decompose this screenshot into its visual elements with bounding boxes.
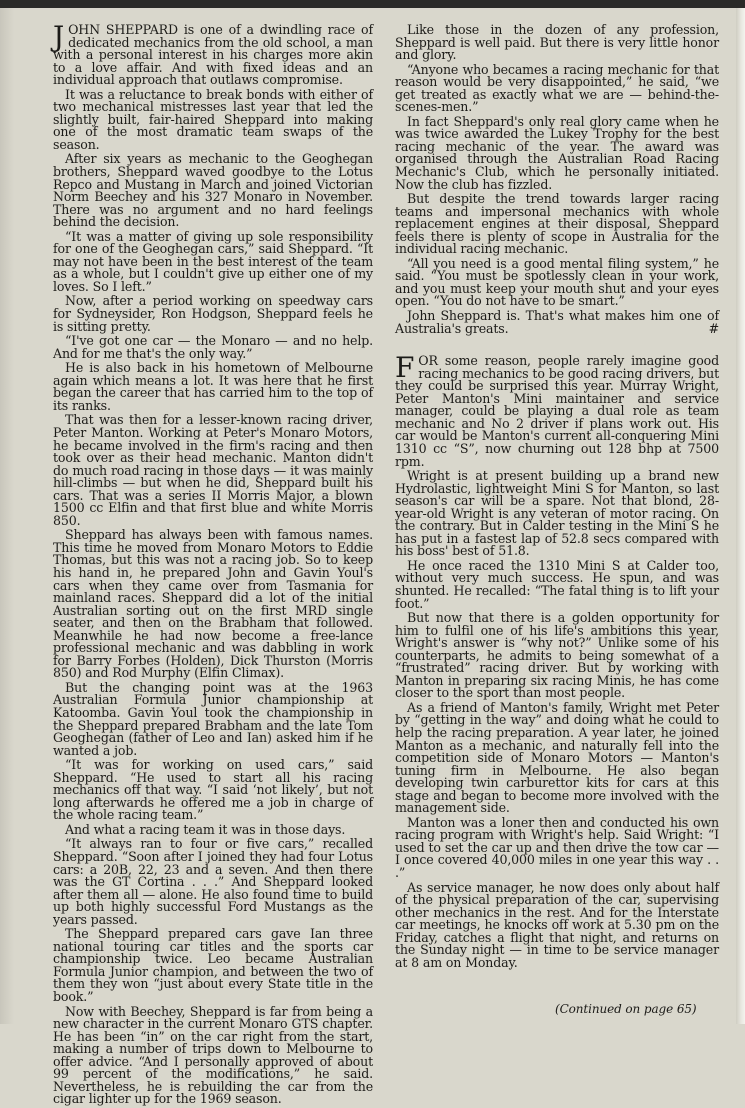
article1-closing: John Sheppard is. That's what makes him one of Australia's greats. #: [395, 308, 719, 336]
article1-paragraph-16: Like those in the dozen of any profession, Sheppard is well paid. But there is very little honor and glory.: [395, 22, 719, 63]
article2-dropcap: F: [395, 351, 415, 385]
article1-paragraph-9: Sheppard has always been with famous names. This time he moved from Monaro Motors to Eddie Thomas, but this was not a racing job. So to keep his hand in, he prepared John and Gavin Youl's cars when they came over from Tasmania for mainland races. Sheppard did a lot of the initial Australian sorting out on the first MRD single seater, and then on the Brabham that followed. Meanwhile he had now become a free-lance professional mechanic and was dabbling in work for Barry Forbes (Holden), Dick Thurston (Morris 850) and Rod Murphy (Elfin Climax).: [53, 527, 373, 681]
article1-paragraph-18: In fact Sheppard's only real glory came when he was twice awarded the Lukey Trophy for the best racing mechanic of the year. The award was organised through the Australian Road Racing Mechanic's Club, which he personally initiated. Now the club has fizzled.: [395, 113, 719, 192]
article1-paragraph-17: “Anyone who becames a racing mechanic for that reason would be very disappointed,” he said, “we get treated as exactly what we are — behind-the-scenes-men.”: [395, 61, 719, 115]
article2-paragraph-5: As a friend of Manton's family, Wright met Peter by “getting in the way” and doing what he could to help the racing preparation. A year later, he joined Manton as a mechanic, and naturally fell into the competition side of Monaro Motors — Manton's tuning firm in Melbourne. He also began developing twin carburettor kits for cars at this stage and began to become more involved with the management side.: [395, 699, 719, 816]
article2-paragraph-4: But now that there is a golden opportunity for him to fulfil one of his life's ambitions this year, Wright's answer is “why not?” Unlike some of his counterparts, he admits to being somewhat of a “frustrated” racing driver. But by working with Manton in preparing six racing Minis, he has come closer to the sport than most people.: [395, 610, 719, 701]
article1-paragraph-14: The Sheppard prepared cars gave Ian three national touring car titles and the sports car championship twice. Leo became Australian Formula Junior champion, and between the two of them they won “just about every State title in the book.”: [53, 926, 373, 1005]
right-column: [395, 24, 719, 971]
page-gutter-shadow: [0, 8, 14, 1024]
article1-paragraph-5: Now, after a period working on speedway cars for Sydneysider, Ron Hodgson, Sheppard feels he is sitting pretty.: [53, 293, 373, 334]
article1-dropcap: J: [53, 20, 65, 53]
article2-paragraph-3: He once raced the 1310 Mini S at Calder too, without very much success. He spun, and was shunted. He recalled: “The fatal thing is to lift your foot.”: [395, 557, 719, 611]
article1-paragraph-13: “It always ran to four or five cars,” recalled Sheppard. “Soon after I joined they had four Lotus cars: a 20B, 22, 23 and a seven. And then there was the GT Cortina . . .” And Sheppard looked after them all — alone. He also found time to build up both highly successful Ford Mustangs as the years passed.: [53, 836, 373, 927]
article1-paragraph-3: After six years as mechanic to the Geoghegan brothers, Sheppard waved goodbye to the Lotus Repco and Mustang in March and joined Victorian Norm Beechey and his 327 Monaro in November. There was no argument and no hard feelings behind the decision.: [53, 151, 373, 230]
article1-paragraph-4: “It was a matter of giving up sole responsibility for one of the Geoghegan cars,” said Sheppard. “It may not have been in the best interest of the team as a whole, but I couldn't give up either one of my loves. So I left.”: [53, 228, 373, 294]
article1-paragraph-1: JOHN SHEPPARD is one of a dwindling race of dedicated mechanics from the old school, a man with a personal interest in his charges more akin to a love affair. And with fixed ideas and an individual approach that outlaws compromise.: [53, 20, 373, 88]
article1-paragraph-12: And what a racing team it was in those days.: [65, 821, 346, 837]
article1-paragraph-15: Now with Beechey, Sheppard is far from being a new character in the current Monaro GTS chapter. He has been “in” on the car right from the start, making a number of trips down to Melbourne to offer advice. “And I personally approved of about 99 percent of the modifications,” he said. Nevertheless, he is rebuilding the car from the cigar lighter up for the 1969 season.: [53, 1003, 373, 1107]
article1-paragraph-10: But the changing point was at the 1963 Australian Formula Junior championship at Katoomba. Gavin Youl took the championship in the Sheppard prepared Brabham and the late Tom Geoghegan (father of Leo and Ian) asked him if he wanted a job.: [53, 679, 373, 758]
article2-paragraph-1: FOR some reason, people rarely imagine good racing mechanics to be good racing drivers, but they could be surprised this year. Murray Wright, Peter Manton's Mini maintainer and service manager, could be playing a dual role as team mechanic and No 2 driver if plans work out. His car would be Manton's current all-conquering Mini 1310 cc “S”, now churning out 128 bhp at 7500 rpm.: [395, 351, 719, 469]
page-right-edge: [736, 8, 745, 1024]
article2-paragraph-7: As service manager, he now does only about half of the physical preparation of the car, supervising other mechanics in the rest. And for the Interstate car meetings, he knocks off work at 5.30 pm on the Friday, catches a flight that night, and returns on the Sunday night — in time to be service manager at 8 am on Monday.: [395, 879, 719, 970]
continued-on-page-note: (Continued on page 65): [555, 1002, 697, 1016]
article1-paragraph-19: But despite the trend towards larger racing teams and impersonal mechanics with whole replacement engines at their disposal, Sheppard feels there is plenty of scope in Australia for the individual racing mechanic.: [395, 191, 719, 257]
article1-paragraph-7: He is also back in his hometown of Melbourne again which means a lot. It was here that he first began the career that has carried him to the top of its ranks.: [53, 360, 373, 413]
article1-end-mark: #: [708, 320, 719, 336]
article1-paragraph-6: “I've got one car — the Monaro — and no help. And for me that's the only way.”: [53, 333, 373, 361]
article1-paragraph-8: That was then for a lesser-known racing driver, Peter Manton. Working at Peter's Monaro Motors, he became involved in the firm's racing and then took over as their head mechanic. Manton didn't do much road racing in those days — it was mainly hill-climbs — but when he did, Sheppard built his cars. That was a series II Morris Major, a blown 1500 cc Elfin and that first blue and white Morris 850.: [53, 412, 373, 528]
left-column: [53, 20, 373, 1108]
article1-paragraph-20: “All you need is a good mental filing system,” he said. “You must be spotlessly clean in your work, and you must keep your mouth shut and your eyes open. “You do not have to be smart.”: [395, 255, 719, 309]
article2-paragraph-2: Wright is at present building up a brand new Hydrolastic, lightweight Mini S for Manton, so last season's car will be a spare. Not that blond, 28-year-old Wright is any veteran of motor racing. On the contrary. But in Calder testing in the Mini S he has put in a fastest lap of 52.8 secs compared with his boss' best of 51.8.: [395, 468, 719, 559]
article1-paragraph-2: It was a reluctance to break bonds with either of two mechanical mistresses last year that led the slightly built, fair-haired Sheppard into making one of the most dramatic team swaps of the season.: [53, 86, 373, 152]
article2-paragraph-6: Manton was a loner then and conducted his own racing program with Wright's help. Said Wright: “I used to set the car up and then drive the tow car — I once covered 40,000 miles in one year this way . . .”: [395, 814, 719, 880]
page-top-edge: [0, 0, 745, 8]
article1-paragraph-11: “It was for working on used cars,” said Sheppard. “He used to start all his racing mechanics off that way. “I said ‘not likely’, but not long afterwards he offered me a job in charge of the whole racing team.”: [53, 757, 373, 823]
